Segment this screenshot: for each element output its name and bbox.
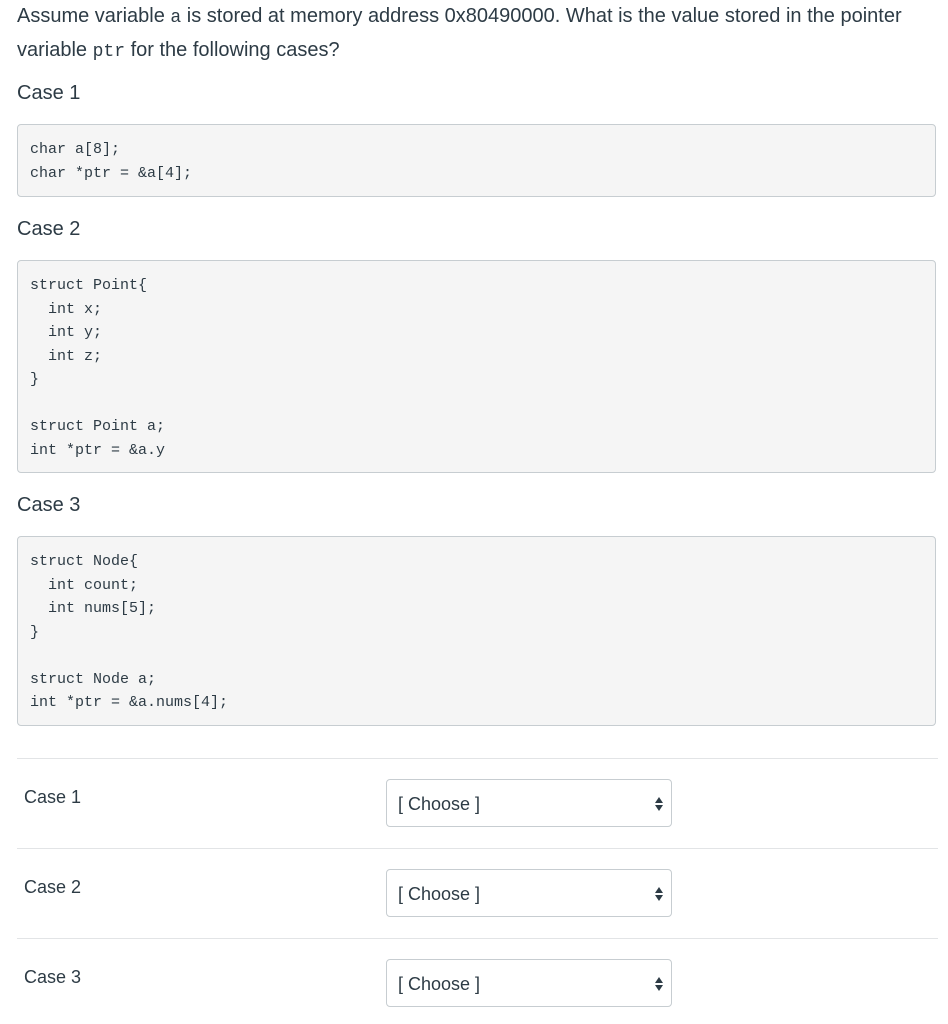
- case-2-heading: Case 2: [17, 218, 81, 240]
- question-part-2: is stored at memory address 0x80490000. What is the value stored in the pointer variable: [17, 5, 902, 61]
- variable-a: a: [170, 8, 182, 28]
- case-3-answer-select[interactable]: [386, 959, 672, 1007]
- question-part-3: for the following cases?: [125, 39, 340, 61]
- answer-row-case-2: [17, 848, 938, 938]
- up-down-caret-icon: [654, 976, 664, 992]
- up-down-caret-icon: [654, 886, 664, 902]
- answer-label-case-1: Case 1: [24, 787, 82, 807]
- answer-row-case-1: [17, 758, 938, 848]
- case-1-answer-select[interactable]: [386, 779, 672, 827]
- case-1-select-value: [ Choose ]: [398, 794, 481, 814]
- question-part-1: Assume variable: [17, 5, 171, 27]
- answer-list: [17, 758, 938, 1024]
- case-3-heading: Case 3: [17, 494, 81, 516]
- case-3-code-block: struct Node{ int count; int nums[5]; } struct Node a; int *ptr = &a.nums[4];: [17, 536, 936, 726]
- case-1-code-block: char a[8]; char *ptr = &a[4];: [17, 124, 936, 197]
- answer-label-case-2: Case 2: [24, 877, 82, 897]
- variable-ptr: ptr: [92, 42, 126, 62]
- case-3-select-value: [ Choose ]: [398, 974, 481, 994]
- case-1-heading: Case 1: [17, 82, 81, 104]
- question-text: [17, 0, 942, 68]
- answer-row-case-3: [17, 938, 938, 1024]
- case-2-code-block: struct Point{ int x; int y; int z; } struct Point a; int *ptr = &a.y: [17, 260, 936, 473]
- up-down-caret-icon: [654, 796, 664, 812]
- answer-label-case-3: Case 3: [24, 967, 82, 987]
- case-2-select-value: [ Choose ]: [398, 884, 481, 904]
- case-2-answer-select[interactable]: [386, 869, 672, 917]
